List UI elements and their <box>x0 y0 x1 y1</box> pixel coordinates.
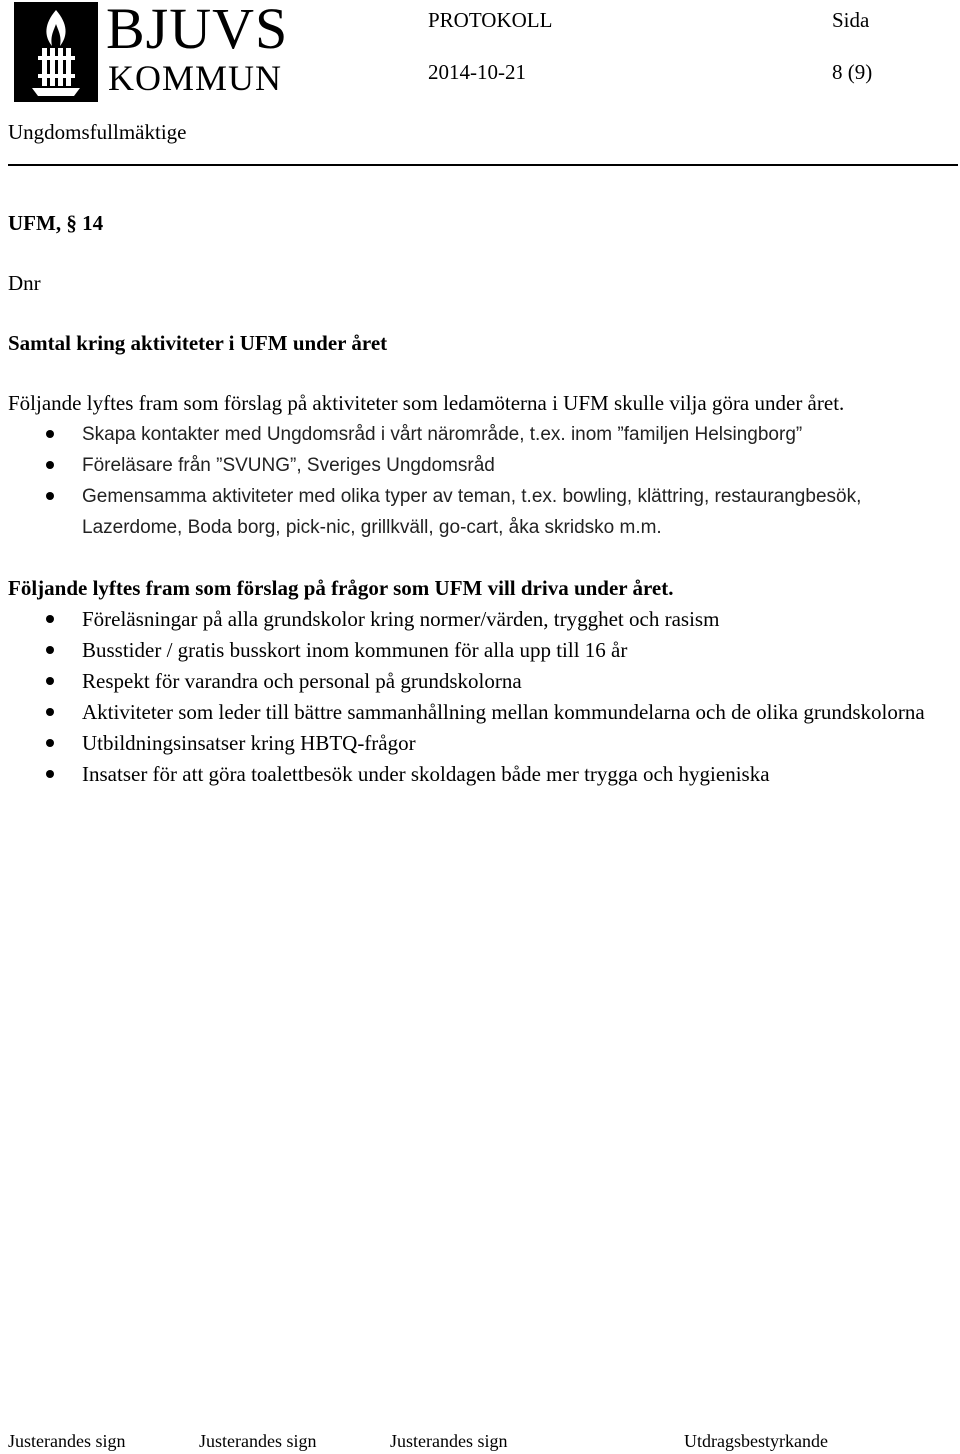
logo-text-kommun: KOMMUN <box>108 58 283 98</box>
list-item-text: Aktiviteter som leder till bättre sammanhållning mellan kommundelarna och de olika grundskolorna <box>82 700 925 724</box>
bullet-icon <box>46 492 54 500</box>
list-item <box>8 604 943 635</box>
list-item-text: Skapa kontakter med Ungdomsråd i vårt närområde, t.ex. inom ”familjen Helsingborg” <box>82 424 803 445</box>
bullet-icon <box>46 615 54 623</box>
list-item <box>8 419 943 450</box>
torch-emblem-icon <box>14 2 98 102</box>
municipality-logo <box>14 0 289 102</box>
list-item-text: Busstider / gratis busskort inom kommunen för alla upp till 16 år <box>82 638 628 662</box>
list-item-text: Föreläsare från ”SVUNG”, Sveriges Ungdomsråd <box>82 455 495 476</box>
list-item-text: Insatser för att göra toalettbesök under skoldagen både mer trygga och hygieniska <box>82 762 770 786</box>
footer-sign-3: Justerandes sign <box>390 1431 508 1451</box>
page-label: Sida <box>832 8 870 32</box>
bullet-icon <box>46 739 54 747</box>
protocol-section <box>8 208 943 790</box>
logo-text-bjuvs: BJUVS <box>106 0 289 61</box>
list-item-text: Respekt för varandra och personal på grundskolorna <box>82 669 522 693</box>
list-item <box>8 759 943 790</box>
document-date: 2014-10-21 <box>428 60 526 84</box>
activity-list <box>8 419 943 543</box>
intro-activities: Följande lyftes fram som förslag på aktiviteter som ledamöterna i UFM skulle vilja göra under året. <box>8 391 845 415</box>
intro-issues: Följande lyftes fram som förslag på frågor som UFM vill driva under året. <box>8 576 674 600</box>
bullet-icon <box>46 770 54 778</box>
footer-sign-1: Justerandes sign <box>8 1431 126 1451</box>
body-name: Ungdomsfullmäktige <box>8 120 187 144</box>
section-heading: Samtal kring aktiviteter i UFM under året <box>8 331 388 355</box>
bullet-icon <box>46 646 54 654</box>
footer-excerpt: Utdragsbestyrkande <box>684 1431 828 1451</box>
list-item <box>8 697 943 728</box>
document-type: PROTOKOLL <box>428 8 553 32</box>
list-item <box>8 666 943 697</box>
bullet-icon <box>46 430 54 438</box>
dnr-label: Dnr <box>8 271 41 295</box>
list-item <box>8 635 943 666</box>
page-number: 8 (9) <box>832 60 873 84</box>
list-item <box>8 450 943 481</box>
list-item-text: Utbildningsinsatser kring HBTQ-frågor <box>82 731 416 755</box>
footer-sign-2: Justerandes sign <box>199 1431 317 1451</box>
header-divider <box>8 164 958 166</box>
bullet-icon <box>46 461 54 469</box>
section-id: UFM, § 14 <box>8 211 104 235</box>
bullet-icon <box>46 708 54 716</box>
issue-list <box>8 604 943 790</box>
list-item <box>8 481 943 543</box>
list-item-text: Föreläsningar på alla grundskolor kring normer/värden, trygghet och rasism <box>82 607 720 631</box>
list-item <box>8 728 943 759</box>
list-item-text: Gemensamma aktiviteter med olika typer av teman, t.ex. bowling, klättring, restaurangbesök, Lazerdome, Boda borg, pick-nic, grillkväll, go-cart, åka skridsko m.m. <box>82 486 862 538</box>
bullet-icon <box>46 677 54 685</box>
